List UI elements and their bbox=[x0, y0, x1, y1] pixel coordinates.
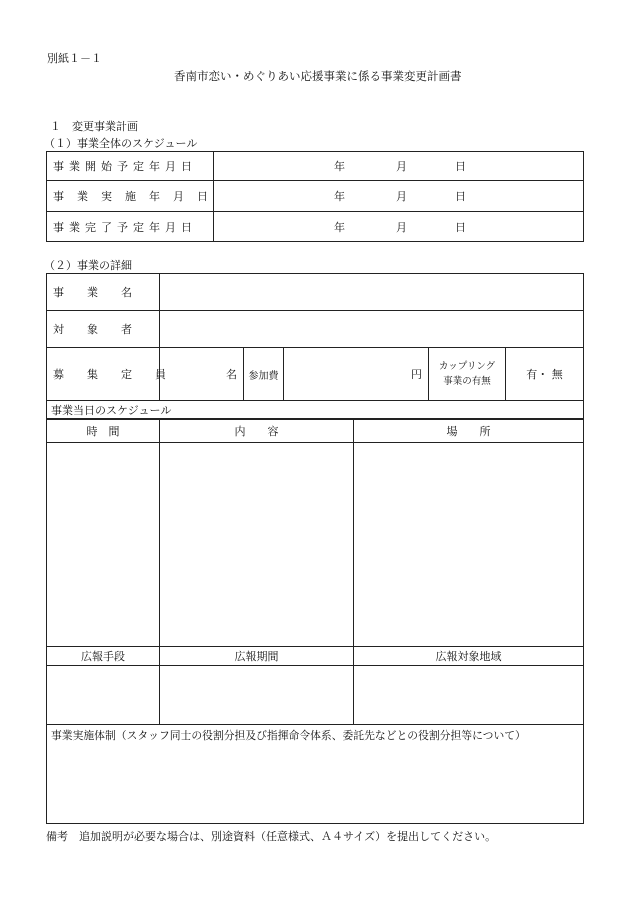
implementation-structure-label: 事業実施体制（スタッフ同士の役割分担及び指揮命令体系、委託先などとの役割分担等について） bbox=[51, 729, 526, 742]
day-unit: 日 bbox=[455, 160, 466, 173]
pr-area-field[interactable] bbox=[354, 666, 584, 725]
day-schedule-table bbox=[46, 418, 584, 824]
year-unit: 年 bbox=[334, 160, 345, 173]
coupling-label-line: カップリング bbox=[438, 361, 496, 372]
place-field[interactable] bbox=[354, 443, 584, 647]
month-unit: 月 bbox=[396, 190, 407, 203]
schedule-row bbox=[47, 212, 584, 242]
coupling-label bbox=[429, 348, 506, 401]
remarks-note: 備考 追加説明が必要な場合は、別途資料（任意様式、Ａ４サイズ）を提出してください。 bbox=[46, 830, 497, 843]
overall-schedule-table bbox=[46, 151, 584, 242]
fee-field[interactable] bbox=[284, 348, 429, 401]
pr-method-label: 広報手段 bbox=[47, 647, 160, 666]
target-field[interactable] bbox=[160, 311, 584, 348]
day-unit: 日 bbox=[455, 220, 466, 234]
day-schedule-label: 事業当日のスケジュール bbox=[47, 401, 584, 420]
time-field[interactable] bbox=[47, 443, 160, 647]
col-header-time: 時 間 bbox=[47, 419, 160, 443]
day-unit: 日 bbox=[455, 190, 466, 203]
event-name-label: 事 業 名 bbox=[47, 274, 160, 311]
schedule-row-label: 事業完了予定年月日 bbox=[47, 212, 214, 242]
month-unit: 月 bbox=[396, 160, 407, 173]
details-table bbox=[46, 273, 584, 420]
pr-period-field[interactable] bbox=[160, 666, 354, 725]
content-field[interactable] bbox=[160, 443, 354, 647]
pr-method-field[interactable] bbox=[47, 666, 160, 725]
schedule-row-label: 事業開始予定年月日 bbox=[47, 152, 214, 181]
date-field[interactable] bbox=[214, 212, 584, 242]
coupling-label-line: 事業の有無 bbox=[443, 376, 491, 387]
month-unit: 月 bbox=[396, 220, 407, 234]
year-unit: 年 bbox=[334, 190, 345, 203]
date-field[interactable] bbox=[214, 181, 584, 212]
schedule-heading: （１）事業全体のスケジュール bbox=[44, 137, 198, 150]
recruit-capacity-field[interactable] bbox=[160, 348, 244, 401]
target-label: 対 象 者 bbox=[47, 311, 160, 348]
schedule-row-label: 事業実施年月日 bbox=[47, 181, 214, 212]
recruit-capacity-label: 募 集 定 員 bbox=[47, 348, 160, 401]
section-heading: １ 変更事業計画 bbox=[50, 120, 138, 133]
fee-label: 参加費 bbox=[244, 348, 284, 401]
document-title: 香南市恋い・めぐりあい応援事業に係る事業変更計画書 bbox=[174, 69, 462, 83]
schedule-row bbox=[47, 152, 584, 181]
fee-unit: 円 bbox=[411, 368, 422, 381]
pr-area-label: 広報対象地域 bbox=[354, 647, 584, 666]
recruit-unit: 名 bbox=[226, 368, 237, 381]
implementation-structure-field[interactable] bbox=[47, 725, 584, 824]
document-reference: 別紙１－１ bbox=[47, 52, 102, 65]
date-field[interactable] bbox=[214, 152, 584, 181]
pr-period-label: 広報期間 bbox=[160, 647, 354, 666]
event-name-field[interactable] bbox=[160, 274, 584, 311]
col-header-content: 内 容 bbox=[160, 419, 354, 443]
details-heading: （２）事業の詳細 bbox=[44, 259, 132, 272]
coupling-choice[interactable]: 有・ 無 bbox=[506, 348, 584, 401]
year-unit: 年 bbox=[334, 220, 345, 234]
col-header-place: 場 所 bbox=[354, 419, 584, 443]
schedule-row bbox=[47, 181, 584, 212]
